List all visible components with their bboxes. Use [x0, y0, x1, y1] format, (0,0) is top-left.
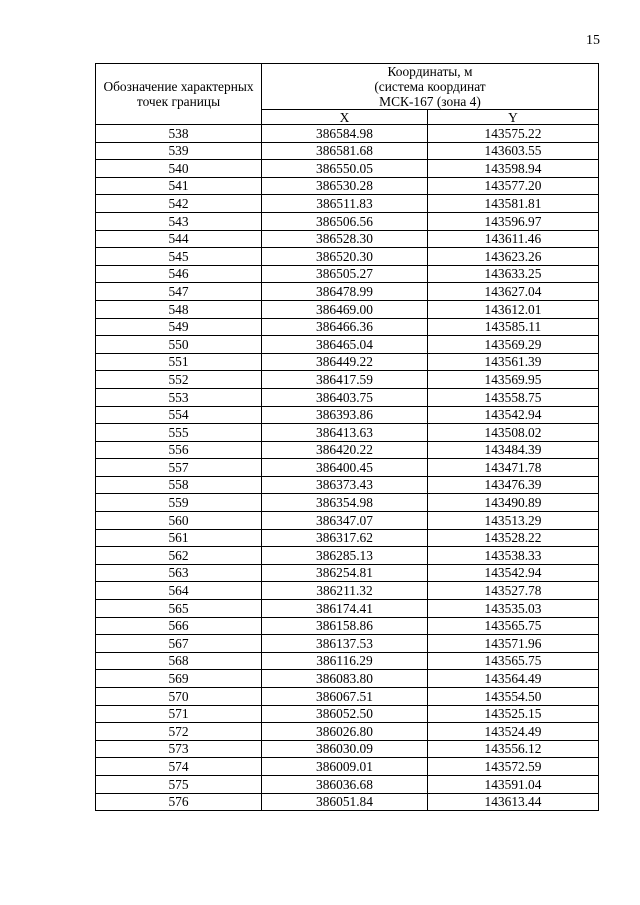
y-coordinate-cell: 143525.15: [428, 705, 599, 723]
x-coordinate-cell: 386506.56: [262, 212, 428, 230]
x-coordinate-cell: 386174.41: [262, 600, 428, 618]
point-cell: 557: [96, 459, 262, 477]
x-coordinate-cell: 386393.86: [262, 406, 428, 424]
y-coordinate-cell: 143561.39: [428, 353, 599, 371]
x-coordinate-cell: 386530.28: [262, 177, 428, 195]
x-coordinate-cell: 386026.80: [262, 723, 428, 741]
point-cell: 546: [96, 265, 262, 283]
point-cell: 541: [96, 177, 262, 195]
point-cell: 570: [96, 688, 262, 706]
y-coordinate-cell: 143490.89: [428, 494, 599, 512]
point-cell: 572: [96, 723, 262, 741]
point-cell: 564: [96, 582, 262, 600]
y-coordinate-cell: 143542.94: [428, 564, 599, 582]
page-number: 15: [586, 33, 600, 48]
x-coordinate-cell: 386581.68: [262, 142, 428, 160]
x-coordinate-cell: 386466.36: [262, 318, 428, 336]
x-coordinate-cell: 386285.13: [262, 547, 428, 565]
y-coordinate-cell: 143575.22: [428, 125, 599, 143]
y-coordinate-cell: 143508.02: [428, 424, 599, 442]
x-coordinate-cell: 386051.84: [262, 793, 428, 811]
y-coordinate-cell: 143585.11: [428, 318, 599, 336]
table-row: [96, 283, 599, 301]
table-row: [96, 758, 599, 776]
table-row: [96, 459, 599, 477]
y-coordinate-cell: 143613.44: [428, 793, 599, 811]
table-row: [96, 775, 599, 793]
coordinates-header-line3: МСК-167 (зона 4): [379, 94, 481, 109]
coordinates-table: [95, 63, 599, 811]
point-cell: 550: [96, 336, 262, 354]
x-coordinate-cell: 386449.22: [262, 353, 428, 371]
table-row: [96, 670, 599, 688]
point-cell: 543: [96, 212, 262, 230]
point-cell: 575: [96, 775, 262, 793]
x-coordinate-cell: 386036.68: [262, 775, 428, 793]
point-cell: 568: [96, 652, 262, 670]
x-coordinate-cell: 386158.86: [262, 617, 428, 635]
x-coordinate-cell: 386347.07: [262, 512, 428, 530]
y-coordinate-cell: 143524.49: [428, 723, 599, 741]
table-row: [96, 652, 599, 670]
y-coordinate-cell: 143556.12: [428, 740, 599, 758]
point-cell: 561: [96, 529, 262, 547]
x-coordinate-cell: 386417.59: [262, 371, 428, 389]
point-cell: 563: [96, 564, 262, 582]
table-row: [96, 142, 599, 160]
x-coordinate-cell: 386373.43: [262, 476, 428, 494]
x-coordinate-cell: 386083.80: [262, 670, 428, 688]
point-cell: 573: [96, 740, 262, 758]
table-row: [96, 547, 599, 565]
y-column-header: Y: [428, 110, 599, 125]
y-coordinate-cell: 143627.04: [428, 283, 599, 301]
y-coordinate-cell: 143577.20: [428, 177, 599, 195]
x-coordinate-cell: 386009.01: [262, 758, 428, 776]
y-coordinate-cell: 143538.33: [428, 547, 599, 565]
x-coordinate-cell: 386413.63: [262, 424, 428, 442]
point-cell: 549: [96, 318, 262, 336]
x-coordinate-cell: 386030.09: [262, 740, 428, 758]
table-row: [96, 688, 599, 706]
y-coordinate-cell: 143581.81: [428, 195, 599, 213]
point-cell: 540: [96, 160, 262, 178]
point-cell: 555: [96, 424, 262, 442]
y-coordinate-cell: 143527.78: [428, 582, 599, 600]
x-coordinate-cell: 386317.62: [262, 529, 428, 547]
table-row: [96, 212, 599, 230]
table-row: [96, 336, 599, 354]
table-row: [96, 740, 599, 758]
x-coordinate-cell: 386505.27: [262, 265, 428, 283]
table-row: [96, 476, 599, 494]
table-row: [96, 793, 599, 811]
x-coordinate-cell: 386403.75: [262, 388, 428, 406]
y-coordinate-cell: 143598.94: [428, 160, 599, 178]
point-cell: 551: [96, 353, 262, 371]
x-coordinate-cell: 386116.29: [262, 652, 428, 670]
y-coordinate-cell: 143603.55: [428, 142, 599, 160]
x-coordinate-cell: 386520.30: [262, 248, 428, 266]
x-coordinate-cell: 386469.00: [262, 300, 428, 318]
y-coordinate-cell: 143569.95: [428, 371, 599, 389]
table-row: [96, 177, 599, 195]
x-coordinate-cell: 386067.51: [262, 688, 428, 706]
table-row: [96, 723, 599, 741]
point-cell: 562: [96, 547, 262, 565]
point-cell: 542: [96, 195, 262, 213]
point-cell: 538: [96, 125, 262, 143]
y-coordinate-cell: 143572.59: [428, 758, 599, 776]
table-body: [96, 125, 599, 811]
y-coordinate-cell: 143554.50: [428, 688, 599, 706]
point-cell: 569: [96, 670, 262, 688]
point-cell: 547: [96, 283, 262, 301]
y-coordinate-cell: 143623.26: [428, 248, 599, 266]
y-coordinate-cell: 143565.75: [428, 617, 599, 635]
x-column-header: X: [262, 110, 428, 125]
table-row: [96, 582, 599, 600]
y-coordinate-cell: 143571.96: [428, 635, 599, 653]
table-row: [96, 248, 599, 266]
y-coordinate-cell: 143611.46: [428, 230, 599, 248]
point-cell: 567: [96, 635, 262, 653]
table-row: [96, 494, 599, 512]
table-row: [96, 617, 599, 635]
point-column-header: Обозначение характерных точек границы: [96, 64, 262, 125]
x-coordinate-cell: 386254.81: [262, 564, 428, 582]
table-row: [96, 635, 599, 653]
point-cell: 571: [96, 705, 262, 723]
table-row: [96, 195, 599, 213]
table-row: [96, 705, 599, 723]
point-cell: 554: [96, 406, 262, 424]
table-row: [96, 353, 599, 371]
point-cell: 552: [96, 371, 262, 389]
y-coordinate-cell: 143535.03: [428, 600, 599, 618]
y-coordinate-cell: 143612.01: [428, 300, 599, 318]
x-coordinate-cell: 386211.32: [262, 582, 428, 600]
x-coordinate-cell: 386511.83: [262, 195, 428, 213]
y-coordinate-cell: 143633.25: [428, 265, 599, 283]
y-coordinate-cell: 143564.49: [428, 670, 599, 688]
x-coordinate-cell: 386550.05: [262, 160, 428, 178]
table-row: [96, 512, 599, 530]
point-cell: 548: [96, 300, 262, 318]
x-coordinate-cell: 386528.30: [262, 230, 428, 248]
table-row: [96, 265, 599, 283]
point-cell: 558: [96, 476, 262, 494]
x-coordinate-cell: 386584.98: [262, 125, 428, 143]
y-coordinate-cell: 143565.75: [428, 652, 599, 670]
table-row: [96, 230, 599, 248]
coordinates-column-header: [262, 64, 599, 110]
table-row: [96, 388, 599, 406]
coordinates-header-line2: (система координат: [374, 79, 486, 94]
coordinates-header-line1: Координаты, м: [387, 64, 473, 79]
table-row: [96, 406, 599, 424]
y-coordinate-cell: 143596.97: [428, 212, 599, 230]
table-row: [96, 441, 599, 459]
y-coordinate-cell: 143558.75: [428, 388, 599, 406]
x-coordinate-cell: 386400.45: [262, 459, 428, 477]
point-cell: 559: [96, 494, 262, 512]
point-cell: 539: [96, 142, 262, 160]
point-cell: 544: [96, 230, 262, 248]
table-row: [96, 300, 599, 318]
table-row: [96, 529, 599, 547]
y-coordinate-cell: 143569.29: [428, 336, 599, 354]
table-row: [96, 564, 599, 582]
y-coordinate-cell: 143528.22: [428, 529, 599, 547]
table-row: [96, 424, 599, 442]
table-row: [96, 371, 599, 389]
x-coordinate-cell: 386420.22: [262, 441, 428, 459]
x-coordinate-cell: 386478.99: [262, 283, 428, 301]
y-coordinate-cell: 143542.94: [428, 406, 599, 424]
y-coordinate-cell: 143591.04: [428, 775, 599, 793]
point-cell: 545: [96, 248, 262, 266]
y-coordinate-cell: 143513.29: [428, 512, 599, 530]
point-cell: 566: [96, 617, 262, 635]
y-coordinate-cell: 143484.39: [428, 441, 599, 459]
point-cell: 560: [96, 512, 262, 530]
y-coordinate-cell: 143471.78: [428, 459, 599, 477]
x-coordinate-cell: 386052.50: [262, 705, 428, 723]
x-coordinate-cell: 386465.04: [262, 336, 428, 354]
x-coordinate-cell: 386137.53: [262, 635, 428, 653]
point-cell: 576: [96, 793, 262, 811]
point-cell: 574: [96, 758, 262, 776]
table-row: [96, 318, 599, 336]
table-row: [96, 600, 599, 618]
point-cell: 556: [96, 441, 262, 459]
x-coordinate-cell: 386354.98: [262, 494, 428, 512]
table-row: [96, 125, 599, 143]
table-row: [96, 160, 599, 178]
point-cell: 565: [96, 600, 262, 618]
y-coordinate-cell: 143476.39: [428, 476, 599, 494]
point-cell: 553: [96, 388, 262, 406]
